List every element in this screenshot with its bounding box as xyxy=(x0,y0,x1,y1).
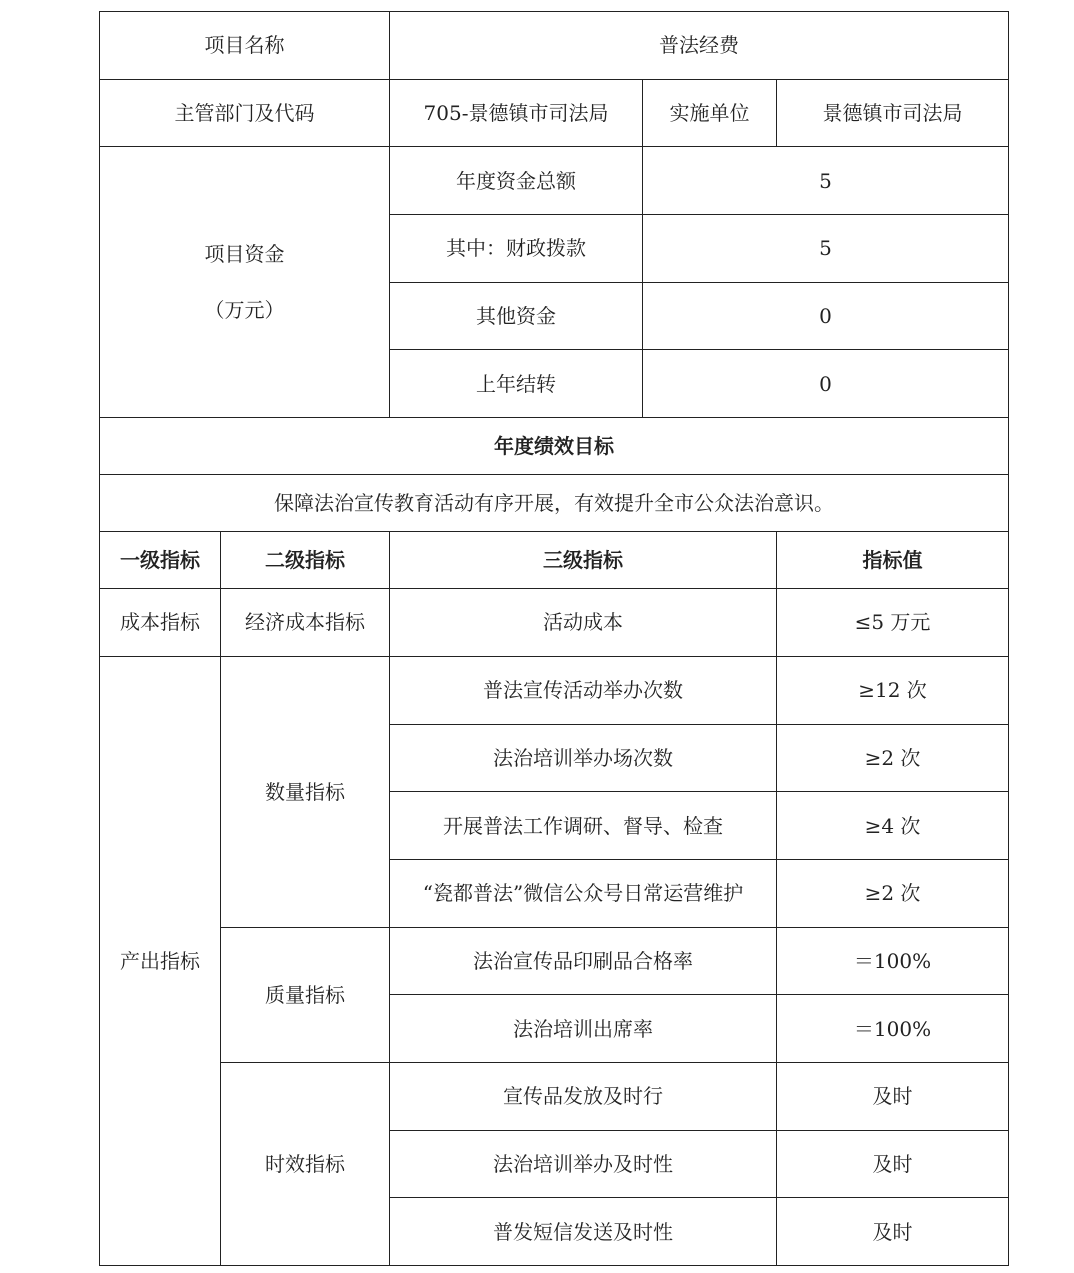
header-value: 指标值 xyxy=(777,532,1009,589)
unit-value: 景德镇市司法局 xyxy=(777,79,1009,147)
row-goal-title xyxy=(100,418,1009,475)
indicator-value: ＝100% xyxy=(777,927,1009,995)
goal-title: 年度绩效目标 xyxy=(100,418,1009,475)
row-cost xyxy=(100,589,1009,657)
table-row xyxy=(100,1062,1009,1130)
header-level3: 三级指标 xyxy=(390,532,777,589)
header-level2: 二级指标 xyxy=(221,532,390,589)
indicator-name: 普法宣传活动举办次数 xyxy=(390,656,777,724)
fund-row-value: 0 xyxy=(643,282,1009,350)
fund-label-cell xyxy=(100,147,390,418)
fund-row-value: 5 xyxy=(643,215,1009,283)
project-name-value: 普法经费 xyxy=(390,12,1009,80)
indicator-name: 宣传品发放及时行 xyxy=(390,1062,777,1130)
quantity-label: 数量指标 xyxy=(221,656,390,927)
unit-label: 实施单位 xyxy=(643,79,777,147)
indicator-value: 及时 xyxy=(777,1130,1009,1198)
output-level1: 产出指标 xyxy=(100,656,221,1265)
row-indicator-headers xyxy=(100,532,1009,589)
indicator-name: “瓷都普法”微信公众号日常运营维护 xyxy=(390,859,777,927)
header-level1: 一级指标 xyxy=(100,532,221,589)
table-row xyxy=(100,656,1009,724)
cost-value: ≤5 万元 xyxy=(777,589,1009,657)
indicator-name: 法治培训出席率 xyxy=(390,995,777,1063)
row-fund-total xyxy=(100,147,1009,215)
indicator-value: ≥4 次 xyxy=(777,792,1009,860)
indicator-name: 开展普法工作调研、督导、检查 xyxy=(390,792,777,860)
cost-level2: 经济成本指标 xyxy=(221,589,390,657)
indicator-name: 法治培训举办场次数 xyxy=(390,724,777,792)
row-project-name xyxy=(100,12,1009,80)
indicator-value: 及时 xyxy=(777,1062,1009,1130)
indicator-value: 及时 xyxy=(777,1198,1009,1266)
fund-row-value: 0 xyxy=(643,350,1009,418)
performance-table xyxy=(99,11,1009,1266)
fund-row-label: 其中：财政拨款 xyxy=(390,215,643,283)
cost-level3: 活动成本 xyxy=(390,589,777,657)
project-name-label: 项目名称 xyxy=(100,12,390,80)
row-dept xyxy=(100,79,1009,147)
table-row xyxy=(100,927,1009,995)
dept-value: 705-景德镇市司法局 xyxy=(390,79,643,147)
indicator-name: 普发短信发送及时性 xyxy=(390,1198,777,1266)
fund-label-line1: 项目资金 xyxy=(204,242,285,267)
row-goal-text xyxy=(100,475,1009,532)
timeliness-label: 时效指标 xyxy=(221,1062,390,1265)
fund-row-label: 年度资金总额 xyxy=(390,147,643,215)
cost-level1: 成本指标 xyxy=(100,589,221,657)
fund-row-value: 5 xyxy=(643,147,1009,215)
fund-row-label: 上年结转 xyxy=(390,350,643,418)
indicator-value: ＝100% xyxy=(777,995,1009,1063)
indicator-name: 法治宣传品印刷品合格率 xyxy=(390,927,777,995)
indicator-value: ≥12 次 xyxy=(777,656,1009,724)
indicator-name: 法治培训举办及时性 xyxy=(390,1130,777,1198)
indicator-value: ≥2 次 xyxy=(777,859,1009,927)
dept-label: 主管部门及代码 xyxy=(100,79,390,147)
goal-text: 保障法治宣传教育活动有序开展，有效提升全市公众法治意识。 xyxy=(100,475,1009,532)
quality-label: 质量指标 xyxy=(221,927,390,1062)
fund-label-line2: （万元） xyxy=(204,298,285,323)
fund-row-label: 其他资金 xyxy=(390,282,643,350)
indicator-value: ≥2 次 xyxy=(777,724,1009,792)
